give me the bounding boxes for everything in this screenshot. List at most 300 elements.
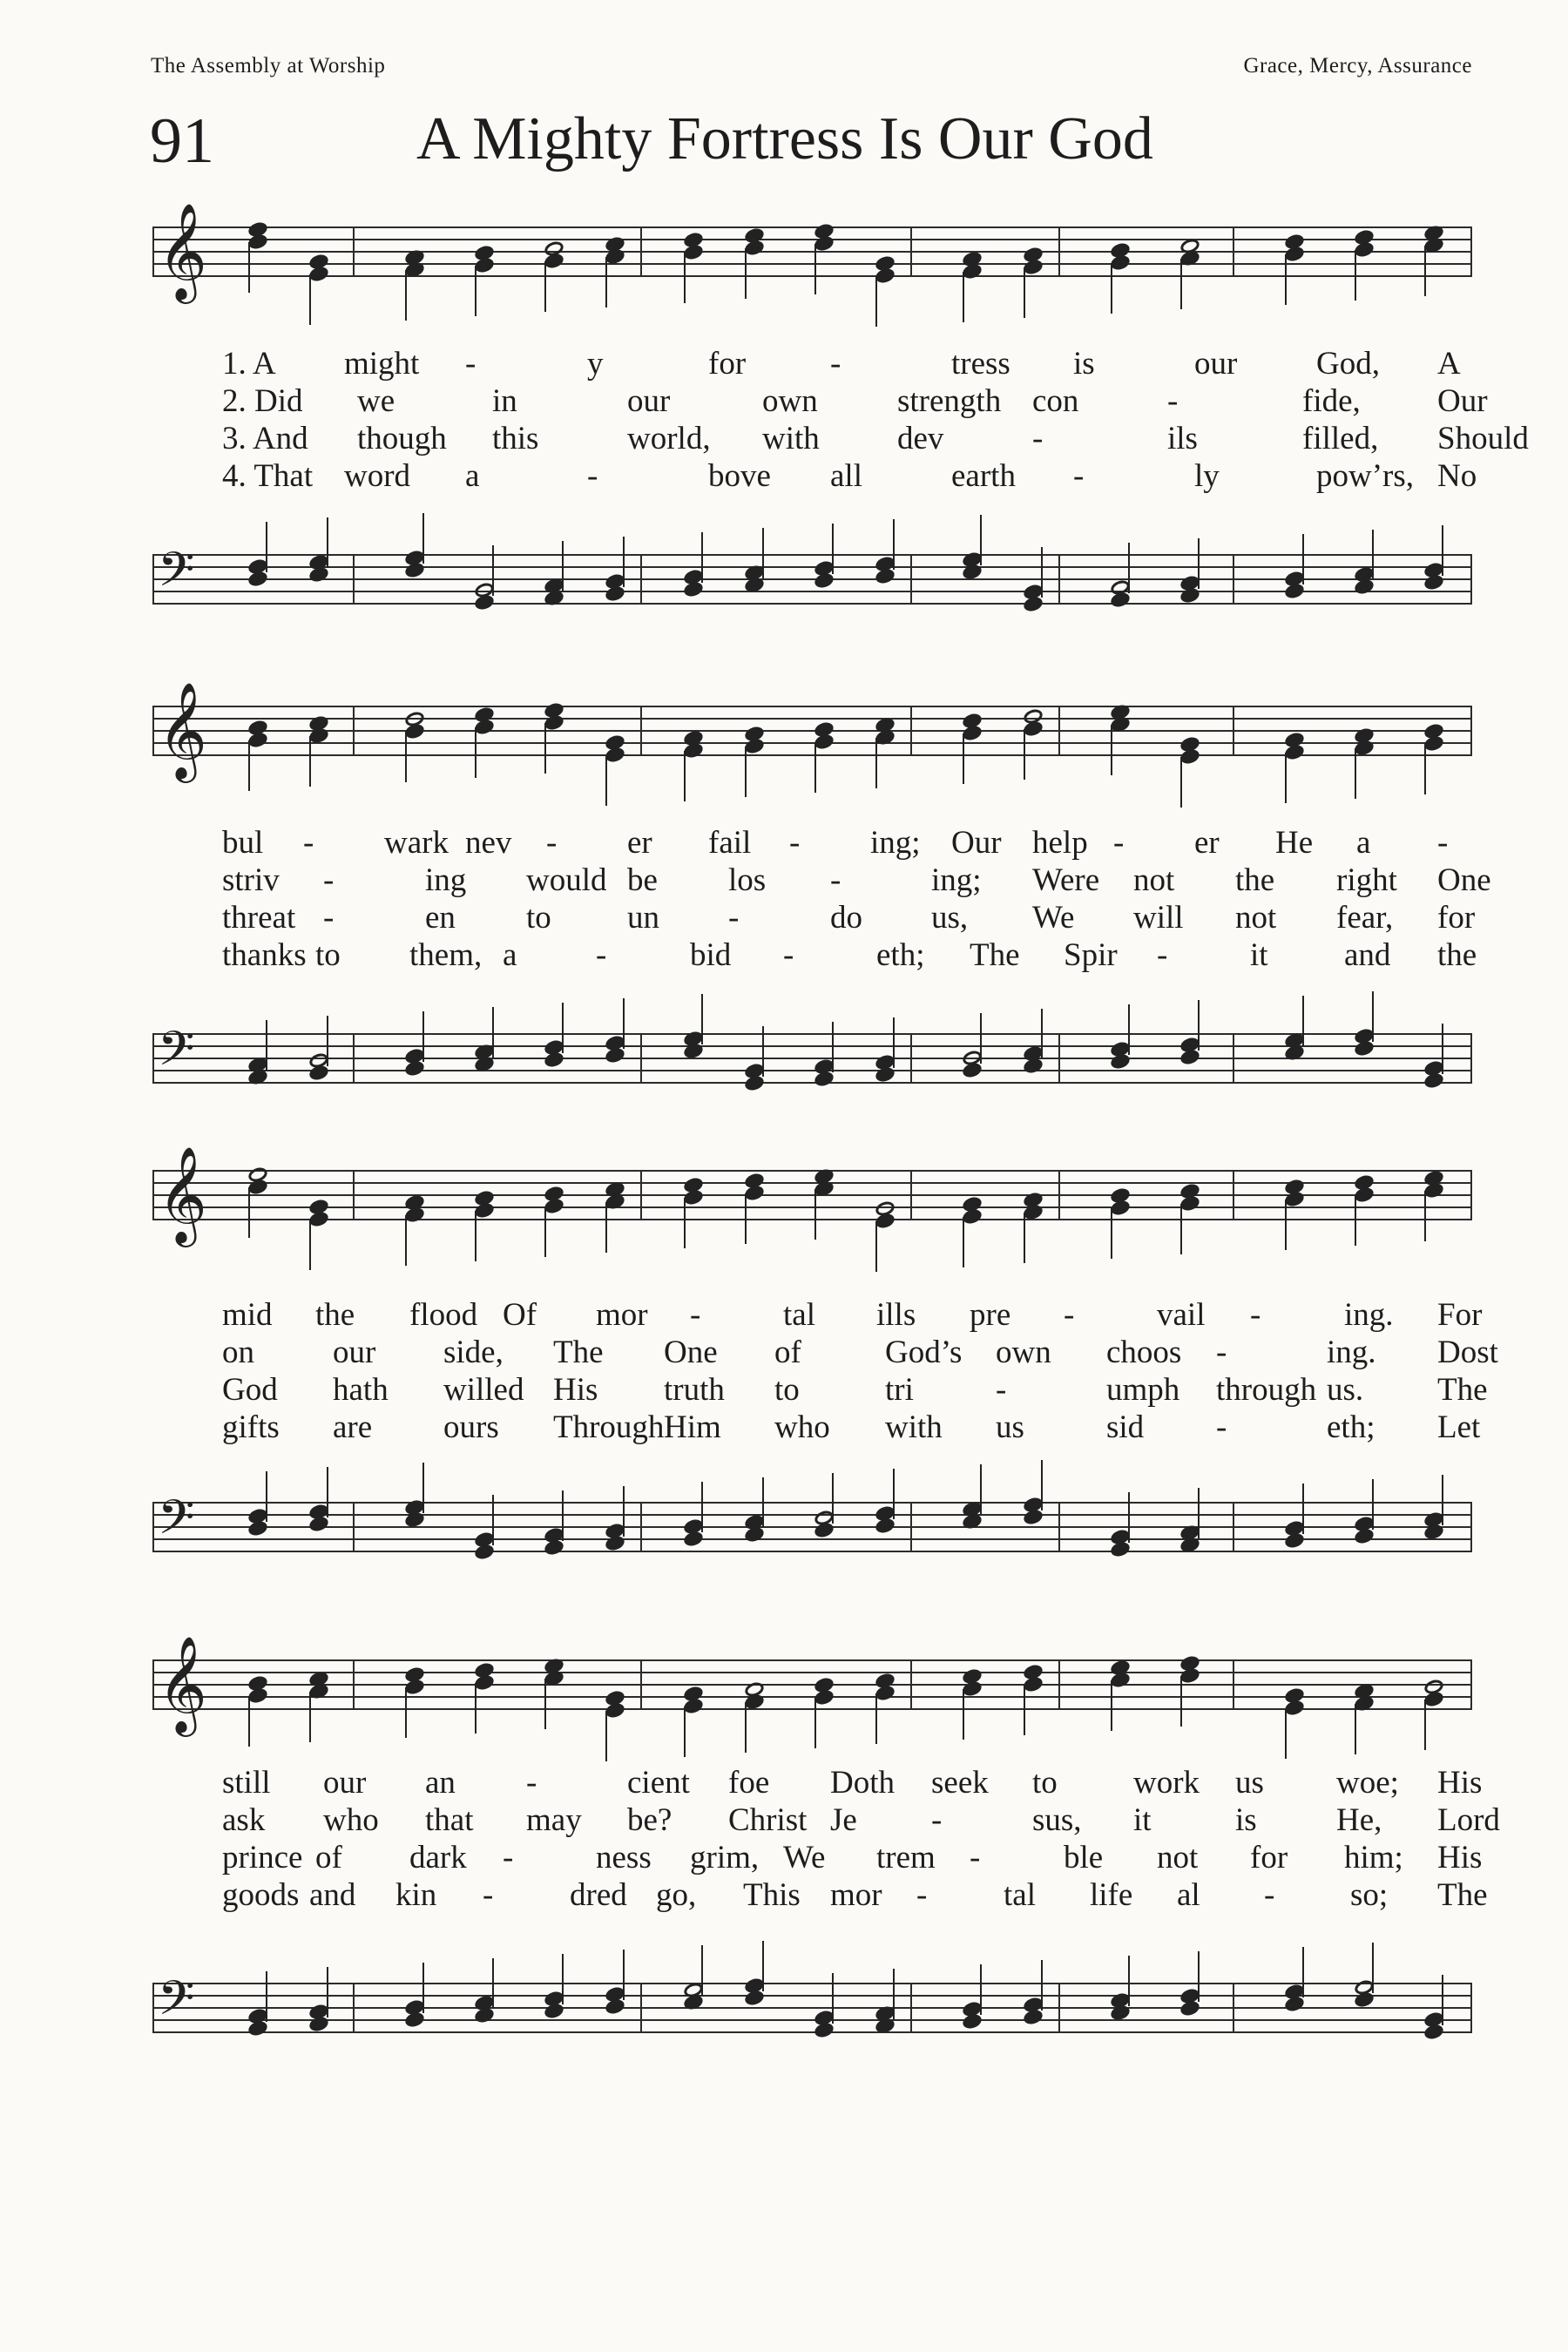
barline	[353, 226, 355, 277]
lyric-syllable: thanks	[222, 937, 307, 973]
lyric-syllable: We	[1032, 900, 1075, 936]
lyric-syllable: be?	[627, 1802, 672, 1838]
lyric-syllable: mor	[830, 1877, 882, 1913]
lyric-syllable: al	[1177, 1877, 1200, 1913]
lyric-syllable: with	[762, 421, 820, 456]
lyric-syllable: for	[1250, 1840, 1288, 1876]
note-stem	[605, 755, 607, 806]
lyric-syllable: word	[344, 458, 411, 494]
note-stem	[701, 1945, 703, 1996]
note-stem	[605, 1711, 607, 1761]
lyric-syllable: tri	[885, 1372, 914, 1408]
treble-staff-1	[152, 202, 1472, 300]
barline	[1058, 706, 1060, 756]
verse-3-line-3	[0, 1371, 1568, 1406]
lyric-syllable: go,	[656, 1877, 697, 1913]
lyric-syllable: goods	[222, 1877, 300, 1913]
note-stem	[1198, 1000, 1200, 1051]
lyric-syllable: This	[743, 1877, 801, 1913]
note-stem	[762, 528, 764, 578]
note-stem	[684, 253, 686, 303]
lyric-syllable: Of	[503, 1297, 537, 1333]
lyric-syllable: fear,	[1336, 900, 1394, 936]
lyric-syllable: ills	[876, 1297, 916, 1333]
barline	[1058, 1983, 1060, 2033]
lyric-syllable: God’s	[885, 1335, 963, 1370]
staff-line	[152, 2007, 1472, 2009]
verse-4-line-3	[0, 1409, 1568, 1443]
note-stem	[492, 1007, 494, 1058]
lyric-syllable: -	[830, 862, 841, 898]
staff-line	[152, 754, 1472, 756]
barline	[910, 1170, 912, 1220]
lyric-syllable: is	[1073, 346, 1095, 382]
lyric-syllable: all	[830, 458, 862, 494]
lyric-syllable: ing;	[931, 862, 982, 898]
staff-line	[152, 578, 1472, 580]
lyric-syllable: -	[323, 862, 335, 898]
note-stem	[1302, 996, 1304, 1046]
lyric-syllable: bul	[222, 825, 264, 861]
lyric-syllable: -	[970, 1840, 981, 1876]
barline	[152, 1033, 154, 1084]
note-stem	[1355, 1704, 1356, 1754]
barline	[910, 1983, 912, 2033]
note-stem	[1372, 1943, 1374, 1993]
lyric-syllable: The	[1437, 1372, 1488, 1408]
lyric-syllable: vail	[1157, 1297, 1206, 1333]
running-head-right: Grace, Mercy, Assurance	[1243, 54, 1472, 78]
lyric-syllable: God	[222, 1372, 278, 1408]
lyric-syllable: 3. And	[222, 421, 308, 456]
lyric-syllable: and	[309, 1877, 356, 1913]
treble-staff-2	[152, 681, 1472, 779]
lyric-syllable: Spir	[1064, 937, 1118, 973]
lyric-syllable: eth;	[876, 937, 925, 973]
staff-line	[152, 275, 1472, 277]
barline	[640, 1502, 642, 1552]
lyric-syllable: We	[783, 1840, 826, 1876]
lyric-syllable: -	[465, 346, 476, 382]
lyric-syllable: own	[996, 1335, 1051, 1370]
note-stem	[1198, 1951, 1200, 2002]
note-stem	[475, 1683, 476, 1734]
note-stem	[1355, 748, 1356, 799]
note-stem	[1128, 1492, 1130, 1543]
treble-clef-icon: 𝄞	[158, 1146, 207, 1243]
lyric-syllable: -	[1167, 383, 1179, 419]
lyric-syllable: -	[526, 1765, 537, 1801]
barline	[910, 706, 912, 756]
lyric-syllable: Should	[1437, 421, 1529, 456]
lyric-syllable: world,	[627, 421, 711, 456]
lyric-syllable: work	[1133, 1765, 1200, 1801]
note-stem	[1024, 729, 1025, 780]
note-stem	[832, 1473, 834, 1524]
lyric-syllable: in	[492, 383, 517, 419]
lyric-syllable: threat	[222, 900, 296, 936]
note-stem	[405, 270, 407, 321]
lyric-syllable: seek	[931, 1765, 989, 1801]
note-stem	[1442, 1975, 1443, 2025]
note-stem	[1041, 1960, 1043, 2011]
lyric-syllable: truth	[664, 1372, 725, 1408]
lyric-syllable: strength	[897, 383, 1002, 419]
note-stem	[562, 1954, 564, 2004]
barline	[152, 554, 154, 605]
note-stem	[1111, 1208, 1112, 1259]
note-stem	[745, 248, 747, 299]
lyric-syllable: on	[222, 1335, 254, 1370]
note-stem	[875, 1693, 877, 1744]
bass-clef-icon: 𝄢	[158, 1021, 195, 1088]
lyric-syllable: Through	[553, 1409, 665, 1445]
hymn-title: A Mighty Fortress Is Our God	[416, 105, 1153, 172]
lyric-syllable: ing	[425, 862, 467, 898]
lyric-syllable: a	[503, 937, 517, 973]
lyric-syllable: eth;	[1327, 1409, 1375, 1445]
note-stem	[814, 1189, 816, 1240]
lyric-syllable: -	[783, 937, 794, 973]
note-stem	[1355, 1195, 1356, 1246]
note-stem	[1285, 254, 1287, 305]
staff-line	[152, 1684, 1472, 1686]
lyric-syllable: earth	[951, 458, 1016, 494]
barline	[353, 1170, 355, 1220]
bass-staff-2	[152, 1021, 1472, 1088]
barline	[910, 1502, 912, 1552]
lyric-syllable: will	[1133, 900, 1184, 936]
lyric-syllable: life	[1090, 1877, 1133, 1913]
note-stem	[875, 1221, 877, 1272]
note-stem	[562, 541, 564, 591]
verse-2-line-3	[0, 1334, 1568, 1369]
note-stem	[684, 1198, 686, 1248]
note-stem	[1180, 1676, 1182, 1727]
treble-staff-4	[152, 1635, 1472, 1733]
note-stem	[544, 261, 546, 312]
note-stem	[1024, 1213, 1025, 1263]
note-stem	[745, 1193, 747, 1244]
verse-1-line-1	[0, 345, 1568, 380]
lyric-syllable: -	[1032, 421, 1044, 456]
barline	[1058, 1033, 1060, 1084]
lyric-syllable: are	[333, 1409, 373, 1445]
staff-line	[152, 1219, 1472, 1220]
barline	[1233, 1033, 1234, 1084]
barline	[1470, 226, 1472, 277]
lyric-syllable: we	[357, 383, 395, 419]
note-stem	[963, 1689, 964, 1740]
note-stem	[544, 1206, 546, 1257]
staff-line	[152, 1983, 1472, 1984]
note-stem	[405, 1687, 407, 1738]
note-stem	[1041, 547, 1043, 598]
staff-line	[152, 1170, 1472, 1172]
lyric-syllable: -	[916, 1877, 928, 1913]
staff-line	[152, 706, 1472, 707]
lyric-syllable: not	[1133, 862, 1175, 898]
verse-3-line-4	[0, 1839, 1568, 1874]
lyric-syllable: -	[483, 1877, 494, 1913]
barline	[1470, 554, 1472, 605]
barline	[1233, 554, 1234, 605]
note-stem	[248, 242, 250, 293]
staff-line	[152, 1708, 1472, 1710]
lyric-syllable: kin	[395, 1877, 437, 1913]
barline	[1058, 1659, 1060, 1710]
barline	[353, 1502, 355, 1552]
running-head-left: The Assembly at Worship	[151, 54, 386, 78]
lyric-syllable: The	[970, 937, 1020, 973]
lyric-syllable: wark	[384, 825, 449, 861]
lyric-syllable: flood	[409, 1297, 478, 1333]
lyric-syllable: -	[728, 900, 740, 936]
lyric-syllable: -	[303, 825, 314, 861]
lyric-syllable: Let	[1437, 1409, 1481, 1445]
lyric-syllable: us	[996, 1409, 1024, 1445]
lyric-syllable: Christ	[728, 1802, 808, 1838]
lyric-syllable: would	[526, 862, 607, 898]
lyric-syllable: -	[1437, 825, 1449, 861]
lyric-syllable: us	[1235, 1765, 1264, 1801]
lyric-syllable: still	[222, 1765, 271, 1801]
barline	[1470, 1502, 1472, 1552]
verse-2-line-4	[0, 1801, 1568, 1836]
verse-4-line-1	[0, 457, 1568, 492]
note-stem	[248, 1187, 250, 1238]
lyric-syllable: be	[627, 862, 658, 898]
note-stem	[963, 1217, 964, 1267]
lyric-syllable: -	[789, 825, 801, 861]
staff-line	[152, 1551, 1472, 1552]
note-stem	[1302, 534, 1304, 585]
note-stem	[475, 1211, 476, 1261]
lyric-syllable: tal	[783, 1297, 815, 1333]
note-stem	[875, 276, 877, 327]
note-stem	[405, 732, 407, 782]
staff-line	[152, 591, 1472, 592]
note-stem	[893, 519, 895, 570]
lyric-syllable: woe;	[1336, 1765, 1399, 1801]
lyric-syllable: right	[1336, 862, 1397, 898]
barline	[910, 1033, 912, 1084]
lyric-syllable: Our	[951, 825, 1002, 861]
lyric-syllable: -	[596, 937, 607, 973]
barline	[1470, 1033, 1472, 1084]
lyric-syllable: who	[774, 1409, 830, 1445]
note-stem	[980, 1013, 982, 1064]
note-stem	[266, 522, 267, 572]
note-stem	[701, 1482, 703, 1532]
lyric-syllable: ing.	[1327, 1335, 1376, 1370]
note-stem	[745, 747, 747, 797]
note-stem	[405, 1215, 407, 1266]
note-stem	[422, 1011, 424, 1062]
lyric-syllable: grim,	[690, 1840, 760, 1876]
lyric-syllable: side,	[443, 1335, 504, 1370]
bass-staff-1	[152, 542, 1472, 609]
verse-4-line-2	[0, 936, 1568, 971]
lyric-syllable: of	[774, 1335, 801, 1370]
lyric-syllable: us.	[1327, 1372, 1364, 1408]
note-stem	[1111, 725, 1112, 775]
lyric-syllable: choos	[1106, 1335, 1182, 1370]
lyric-syllable: our	[323, 1765, 367, 1801]
barline	[353, 1983, 355, 2033]
lyric-syllable: His	[1437, 1840, 1483, 1876]
lyric-syllable: dark	[409, 1840, 467, 1876]
staff-line	[152, 2019, 1472, 2021]
barline	[910, 226, 912, 277]
note-stem	[1180, 259, 1182, 309]
note-stem	[623, 1950, 625, 2000]
barline	[1470, 1983, 1472, 2033]
treble-clef-icon: 𝄞	[158, 202, 207, 300]
lyric-syllable: prince	[222, 1840, 303, 1876]
lyric-syllable: fail	[708, 825, 752, 861]
note-stem	[1424, 744, 1426, 794]
staff-line	[152, 1058, 1472, 1059]
note-stem	[492, 545, 494, 596]
barline	[152, 1502, 154, 1552]
lyric-syllable: bid	[690, 937, 732, 973]
note-stem	[248, 740, 250, 791]
note-stem	[1024, 267, 1025, 318]
lyric-syllable: 2. Did	[222, 383, 303, 419]
note-stem	[963, 733, 964, 784]
note-stem	[1442, 525, 1443, 576]
lyric-syllable: tal	[1004, 1877, 1036, 1913]
staff-line	[152, 1514, 1472, 1516]
lyric-syllable: The	[1437, 1877, 1488, 1913]
lyric-syllable: our	[1194, 346, 1238, 382]
lyric-syllable: to	[774, 1372, 800, 1408]
hymn-number: 91	[150, 105, 214, 177]
lyric-syllable: do	[830, 900, 862, 936]
barline	[152, 1659, 154, 1710]
lyric-syllable: tress	[951, 346, 1010, 382]
lyric-syllable: The	[553, 1335, 604, 1370]
barline	[353, 1659, 355, 1710]
barline	[1470, 706, 1472, 756]
verse-3-line-1	[0, 420, 1568, 455]
note-stem	[893, 1969, 895, 2019]
note-stem	[475, 266, 476, 316]
staff-line	[152, 226, 1472, 228]
lyric-syllable: ly	[1194, 458, 1220, 494]
staff-line	[152, 603, 1472, 605]
note-stem	[814, 244, 816, 294]
lyric-syllable: For	[1437, 1297, 1483, 1333]
lyric-syllable: un	[627, 900, 659, 936]
staff-line	[152, 1045, 1472, 1047]
note-stem	[1111, 263, 1112, 314]
lyric-syllable: our	[333, 1335, 376, 1370]
note-stem	[562, 1490, 564, 1541]
lyric-syllable: y	[587, 346, 604, 382]
note-stem	[1198, 1488, 1200, 1538]
lyric-syllable: so;	[1350, 1877, 1389, 1913]
staff-line	[152, 1995, 1472, 1997]
lyric-syllable: hath	[333, 1372, 389, 1408]
note-stem	[832, 1022, 834, 1072]
lyric-syllable: His	[553, 1372, 598, 1408]
barline	[353, 554, 355, 605]
lyric-syllable: the	[315, 1297, 355, 1333]
note-stem	[814, 742, 816, 793]
lyric-syllable: Our	[1437, 383, 1488, 419]
staff-line	[152, 1672, 1472, 1673]
note-stem	[309, 1692, 311, 1742]
barline	[640, 1170, 642, 1220]
lyric-syllable: pre	[970, 1297, 1011, 1333]
staff-line	[152, 718, 1472, 720]
lyric-syllable: ing;	[870, 825, 921, 861]
lyric-syllable: God,	[1316, 346, 1380, 382]
barline	[1058, 1502, 1060, 1552]
lyric-syllable: -	[546, 825, 558, 861]
lyric-syllable: ils	[1167, 421, 1198, 456]
lyric-syllable: His	[1437, 1765, 1483, 1801]
note-stem	[1024, 1685, 1025, 1735]
note-stem	[605, 257, 607, 308]
note-stem	[492, 1958, 494, 2009]
note-stem	[327, 517, 328, 568]
lyric-syllable: 1. A	[222, 346, 276, 382]
note-stem	[1285, 753, 1287, 803]
note-stem	[422, 1963, 424, 2013]
lyric-syllable: mid	[222, 1297, 273, 1333]
lyric-syllable: los	[728, 862, 767, 898]
note-stem	[701, 994, 703, 1044]
lyric-syllable: dred	[570, 1877, 627, 1913]
lyric-syllable: Him	[664, 1409, 721, 1445]
lyric-syllable: ness	[596, 1840, 652, 1876]
lyric-syllable: a	[1356, 825, 1371, 861]
lyric-syllable: 4. That	[222, 458, 314, 494]
note-stem	[684, 751, 686, 801]
note-stem	[1041, 1009, 1043, 1059]
staff-line	[152, 239, 1472, 240]
note-stem	[327, 1016, 328, 1066]
note-stem	[327, 1967, 328, 2017]
note-stem	[1442, 1475, 1443, 1525]
staff-line	[152, 2031, 1472, 2033]
lyric-syllable: a	[465, 458, 480, 494]
barline	[910, 1659, 912, 1710]
lyric-syllable: to	[315, 937, 341, 973]
note-stem	[1355, 250, 1356, 301]
staff-line	[152, 1696, 1472, 1698]
lyric-syllable: ble	[1064, 1840, 1104, 1876]
lyric-syllable: striv	[222, 862, 280, 898]
barline	[1470, 1170, 1472, 1220]
note-stem	[248, 1696, 250, 1747]
lyric-syllable: No	[1437, 458, 1477, 494]
bass-staff-3	[152, 1490, 1472, 1557]
note-stem	[266, 1471, 267, 1522]
lyric-syllable: is	[1235, 1802, 1257, 1838]
lyric-syllable: gifts	[222, 1409, 280, 1445]
verse-2-line-1	[0, 382, 1568, 417]
note-stem	[492, 1495, 494, 1545]
note-stem	[701, 532, 703, 583]
note-stem	[1442, 1024, 1443, 1074]
staff-line	[152, 566, 1472, 568]
note-stem	[1285, 1708, 1287, 1759]
lyric-syllable: to	[1032, 1765, 1058, 1801]
